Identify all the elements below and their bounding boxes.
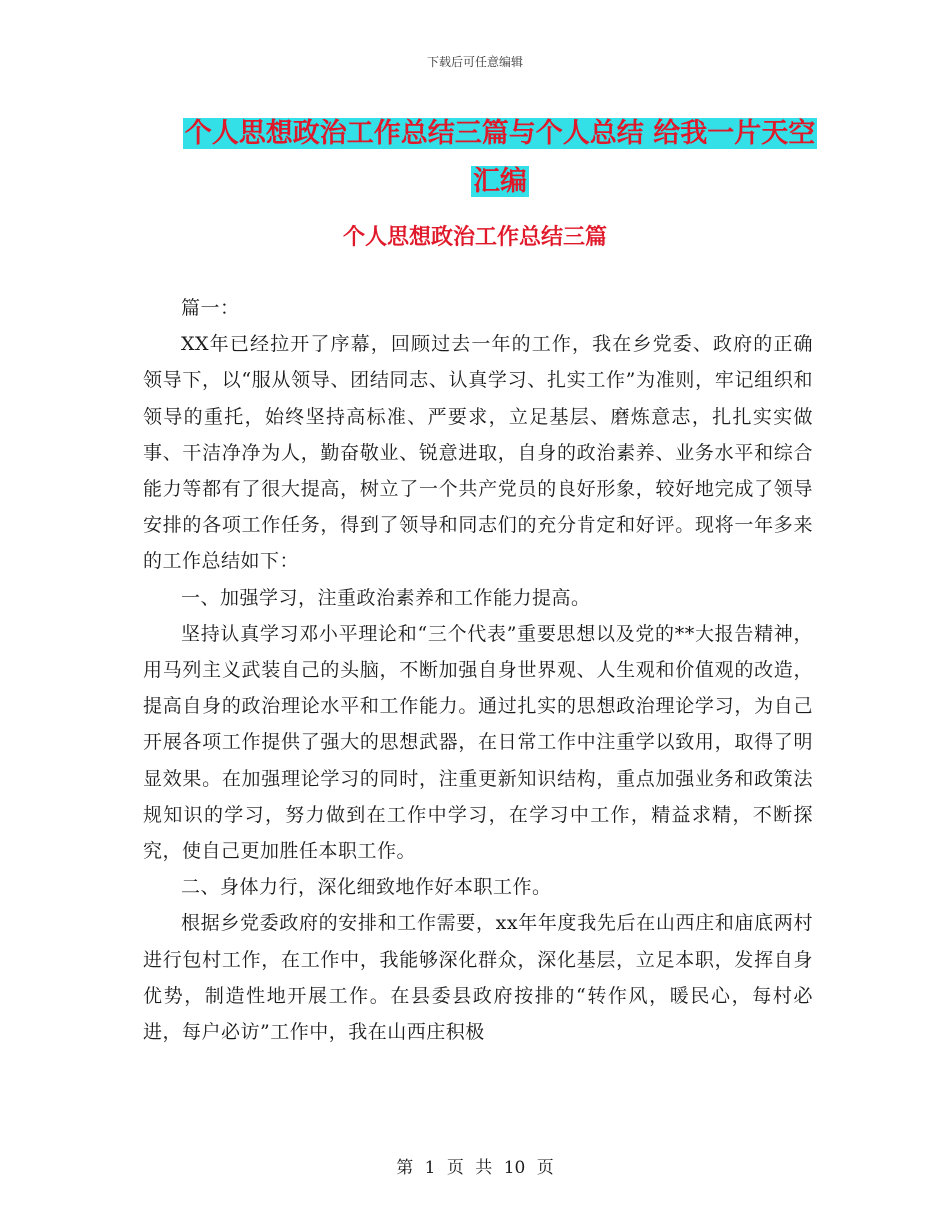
- paragraph-heading: 一、加强学习，注重政治素养和工作能力提高。: [181, 586, 591, 609]
- document-title: [150, 110, 850, 206]
- paragraph-label: 篇一：: [181, 297, 240, 319]
- paragraph: 根据乡党委政府的安排和工作需要，xx年年度我先后在山西庄和庙底两村进行包村工作，在工作中，我能够深化群众，深化基层，立足本职，发挥自身优势，制造性地开展工作。在县委县政府按排的“转作风，暖民心，每村必进，每户必访”工作中，我在山西庄积极: [143, 912, 813, 1044]
- document-title-line2: 汇编: [473, 166, 527, 197]
- paragraph-heading: 二、身体力行，深化细致地作好本职工作。: [181, 876, 552, 899]
- page-footer: 第 1 页 共 10 页: [396, 1158, 554, 1178]
- document-body: [143, 290, 813, 1050]
- header-note: 下载后可任意编辑: [426, 55, 523, 69]
- paragraph: XX年已经拉开了序幕，回顾过去一年的工作，我在乡党委、政府的正确领导下，以“服从领导、团结同志、认真学习、扎实工作”为准则，牢记组织和领导的重托，始终坚持高标准、严要求，立足基层、磨炼意志，扎扎实实做事、干洁净净为人，勤奋敬业、锐意进取，自身的政治素养、业务水平和综合能力等都有了很大提高，树立了一个共产党员的良好形象，较好地完成了领导安排的各项工作任务，得到了领导和同志们的充分肯定和好评。现将一年多来的工作总结如下：: [143, 333, 813, 573]
- document-title-line1: 个人思想政治工作总结三篇与个人总结 给我一片天空: [184, 118, 816, 149]
- section-title: 个人思想政治工作总结三篇: [342, 224, 607, 250]
- paragraph: 坚持认真学习邓小平理论和“三个代表”重要思想以及党的**大报告精神，用马列主义武装自己的头脑，不断加强自身世界观、人生观和价值观的改造，提高自身的政治理论水平和工作能力。通过扎实的思想政治理论学习，为自己开展各项工作提供了强大的思想武器，在日常工作中注重学以致用，取得了明显效果。在加强理论学习的同时，注重更新知识结构，重点加强业务和政策法规知识的学习，努力做到在工作中学习，在学习中工作，精益求精，不断探究，使自己更加胜任本职工作。: [143, 622, 813, 863]
